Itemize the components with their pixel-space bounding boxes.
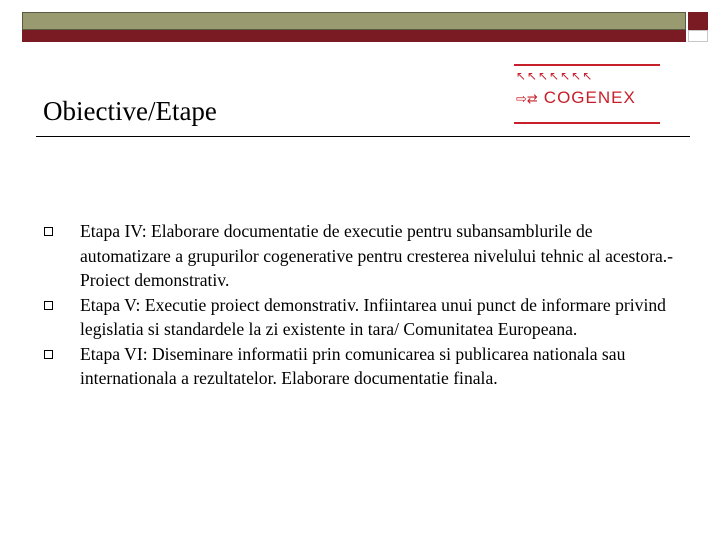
list-item-text: Etapa IV: Elaborare documentatie de executie pentru subansamblurile de automatizare a grupurilor cogenerative pentru cresterea nivelului tehnic al acestora.- Proiect demonstrativ. bbox=[80, 221, 674, 290]
slide-title: Obiective/Etape bbox=[43, 96, 217, 126]
logo-arrows-icon: ↖↖↖↖↖↖↖ bbox=[516, 69, 594, 83]
header-band-maroon bbox=[22, 30, 686, 42]
bullet-list bbox=[44, 219, 674, 391]
list-item bbox=[44, 219, 674, 293]
header-corner-block bbox=[688, 12, 708, 30]
logo-top-rule bbox=[514, 64, 660, 66]
header-corner-block-light bbox=[688, 30, 708, 42]
list-item-text: Etapa VI: Diseminare informatii prin comunicarea si publicarea nationala sau internationala a rezultatelor. Elaborare documentatie finala. bbox=[80, 343, 626, 388]
list-item bbox=[44, 293, 674, 342]
logo-name: COGENEX bbox=[543, 88, 636, 107]
cogenex-logo bbox=[514, 64, 662, 126]
logo-arrow-icon: ⇨⇄ bbox=[516, 92, 538, 107]
list-item-text: Etapa V: Executie proiect demonstrativ. Infiintarea unui punct de informare privind legislatia si standardele la zi existente in tara/ Comunitatea Europeana. bbox=[80, 294, 666, 339]
list-item bbox=[44, 342, 674, 391]
square-bullet-icon bbox=[44, 227, 53, 236]
square-bullet-icon bbox=[44, 350, 53, 359]
header-band-olive bbox=[22, 12, 686, 30]
title-divider bbox=[36, 136, 690, 137]
square-bullet-icon bbox=[44, 301, 53, 310]
logo-bottom-rule bbox=[514, 122, 660, 124]
logo-text-row bbox=[516, 88, 636, 108]
